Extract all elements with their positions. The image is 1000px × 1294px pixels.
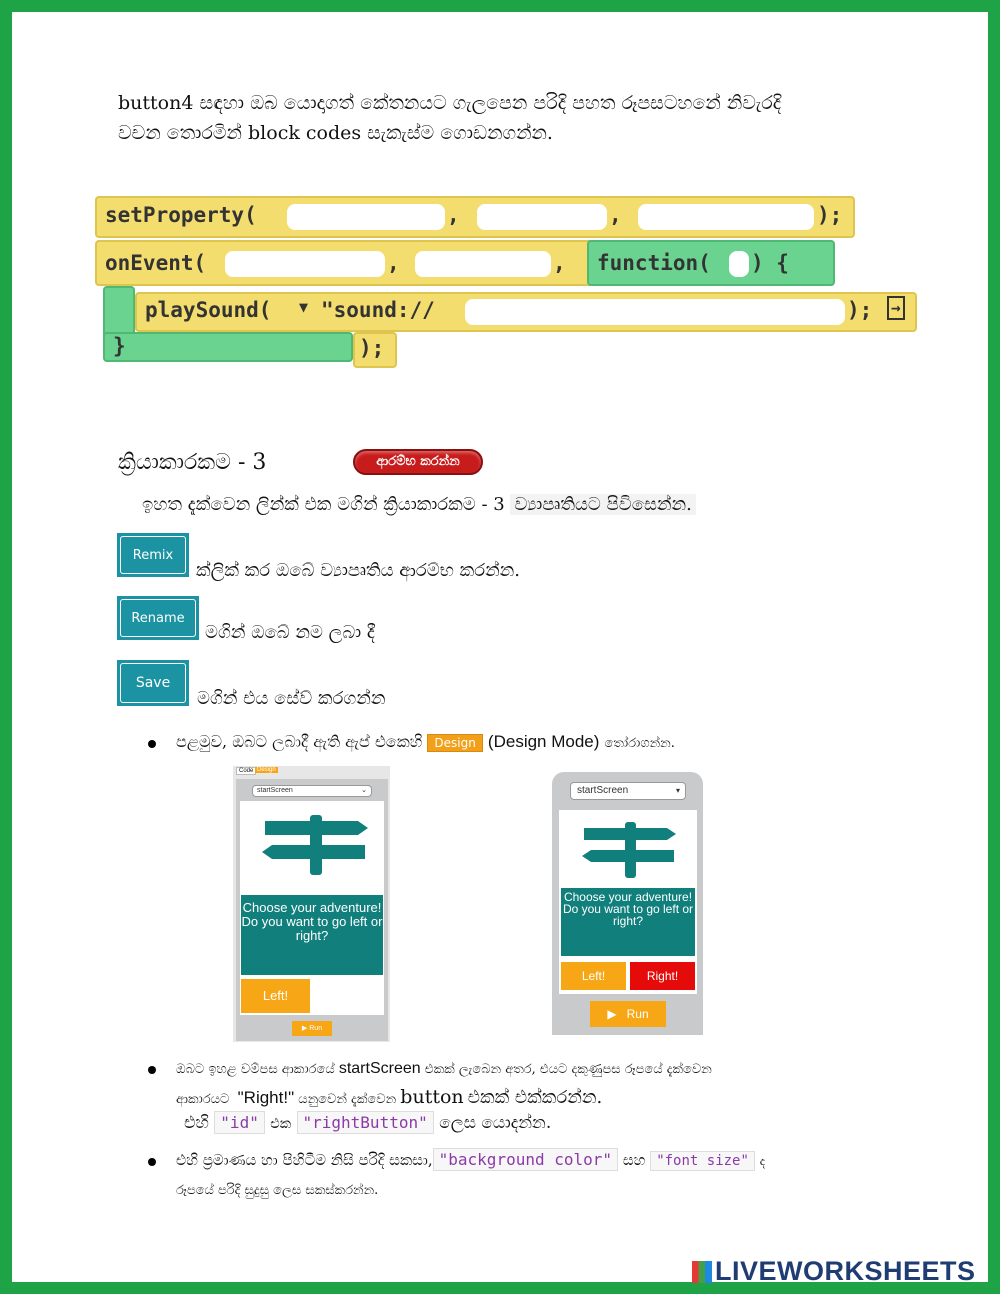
b2-line2-post: එකක් එක්කරන්න. [467, 1087, 603, 1108]
dropdown-arrow-icon: ▾ [675, 786, 680, 795]
signpost-icon [579, 822, 679, 878]
remix-text: ක්ලික් කර ඔබේ ව්‍යාපෘතිය ආරම්භ කරන්න. [196, 560, 521, 581]
run-button-left[interactable] [292, 1021, 332, 1036]
phone-left-body [236, 779, 388, 1041]
b1-pre: පළමුව, ඔබට ලබාදී ඇති ඇප් එකෙහි [176, 732, 423, 751]
onevent-keyword: onEvent( [105, 251, 207, 275]
bullet [148, 1066, 156, 1074]
instruction-tail: ව්‍යාපෘතියට පිවිසෙන්න. [510, 494, 695, 515]
phone-right [552, 772, 703, 1035]
tab-code[interactable]: Code [236, 767, 256, 775]
b1-post: තෝරාගන්න. [604, 736, 675, 751]
save-text: මගින් එය සේව් කරගන්න [197, 688, 386, 709]
dropdown-arrow-icon[interactable]: ▼ [299, 298, 309, 316]
screen-select-left[interactable] [252, 785, 372, 797]
setproperty-slot-2[interactable] [477, 204, 607, 230]
save-button[interactable] [117, 660, 189, 706]
play-icon: ▶ [607, 1007, 617, 1021]
screen-select-left-label: startScreen [257, 787, 293, 794]
block-code-area [95, 194, 920, 380]
run-button-right[interactable] [590, 1001, 666, 1027]
bullet-2-line-3 [184, 1113, 551, 1133]
rename-text: මගින් ඔබේ නම ලබා දී [205, 622, 375, 643]
right-button[interactable]: Right! [630, 962, 695, 990]
b3-tail: ද [759, 1154, 766, 1168]
message-label-right: Choose your adventure! Do you want to go left or right? [561, 888, 695, 956]
intro-text [118, 88, 878, 148]
right-text: "Right!" [237, 1088, 295, 1107]
bullet [148, 1158, 156, 1166]
onevent-input-2[interactable] [415, 251, 551, 277]
design-mode-text: (Design Mode) [487, 732, 600, 751]
remix-label: Remix [120, 536, 186, 574]
bullet-3-line-1 [176, 1150, 765, 1169]
onevent-input-1[interactable] [225, 251, 385, 277]
brand-text: LIVEWORKSHEETS [715, 1256, 976, 1286]
signpost-icon [260, 815, 370, 875]
comma: , [609, 203, 622, 227]
function-keyword: function( [597, 251, 711, 275]
remix-button[interactable] [117, 533, 189, 577]
play-icon: ▶ [301, 1025, 308, 1032]
intro-line-1: button4 සඳහා ඔබ යොදාගත් කේතනයට ගැලපෙන පරිදි පහත රූපසටහනේ නිවැරදි [118, 92, 782, 114]
screen-select-right-label: startScreen [577, 785, 629, 796]
bullet-2-line-1 [176, 1060, 712, 1078]
b2-line2-mid: යනුවෙන් දැක්වෙන [298, 1092, 397, 1107]
setproperty-input-1[interactable] [287, 204, 445, 230]
close-brace: } [113, 334, 126, 358]
left-button[interactable]: Left! [241, 979, 310, 1013]
playsound-keyword: playSound( [145, 298, 272, 322]
setproperty-input-3[interactable] [638, 204, 814, 230]
button-text: button [400, 1086, 464, 1108]
start-button[interactable]: ආරම්භ කරන්න [353, 449, 483, 475]
playsound-input[interactable] [465, 299, 845, 325]
b3-pre: එහි ප්‍රමාණය හා පිහිටීම නිසි පරිදි සකසා, [176, 1151, 433, 1169]
instruction-text: ඉහත දැක්වෙන ලින්ක් එක මගින් ක්‍රියාකාරකම - 3 [142, 494, 505, 515]
close-semicolon: ); [359, 336, 385, 360]
setproperty-keyword: setProperty( [105, 203, 257, 227]
bullet [148, 740, 156, 748]
run-label-left: Run [309, 1025, 323, 1032]
message-label-left: Choose your adventure! Do you want to go left or right? [241, 895, 383, 975]
tab-design[interactable]: Design [257, 767, 276, 773]
startscreen-text: startScreen [338, 1060, 421, 1077]
comma: , [447, 203, 460, 227]
bullet-3-line-2: රූපයේ පරිදි සුදුසු ලෙස සකස්කරන්න. [176, 1183, 379, 1198]
chevron-down-icon: ⌄ [361, 787, 367, 794]
id-chip: "id" [214, 1111, 265, 1134]
design-chip: Design [427, 734, 482, 752]
setproperty-input-2[interactable] [477, 204, 607, 230]
comma: , [387, 251, 400, 275]
bullet-1-text [176, 732, 675, 752]
phone-right-screen [559, 810, 697, 994]
activity-instruction [142, 494, 696, 515]
b2-line3-mid: එක [270, 1116, 292, 1132]
playsound-slot[interactable] [465, 299, 845, 325]
b2-line1-pre: ඔබට ඉහළ වම්පස ආකාරයේ [176, 1062, 335, 1077]
run-label-right: Run [626, 1007, 649, 1021]
bullet-2-line-2 [176, 1086, 602, 1108]
onevent-slot-2[interactable] [415, 251, 551, 277]
function-close-block [103, 332, 353, 362]
b3-and: සහ [622, 1151, 646, 1169]
sound-prefix: "sound:// [321, 298, 435, 322]
setproperty-slot-3[interactable] [638, 204, 814, 230]
logo-mark-icon [692, 1261, 712, 1283]
arrow-right-icon: → [887, 296, 905, 320]
setproperty-slot-1[interactable] [287, 204, 445, 230]
onevent-slot-1[interactable] [225, 251, 385, 277]
close-semicolon: ); [817, 203, 843, 227]
function-close: ) { [751, 251, 789, 275]
font-size-chip: "font size" [650, 1151, 755, 1171]
screen-select-right[interactable] [570, 782, 686, 800]
activity-heading: ක්‍රියාකාරකම - 3 [118, 450, 267, 475]
intro-line-2: වචන තොරමින් block codes සැකැස්ම ගොඩනගන්න. [118, 122, 553, 144]
save-label: Save [120, 663, 186, 703]
background-color-chip: "background color" [433, 1148, 618, 1171]
b2-line3-post: ලෙස යොදන්න. [439, 1113, 552, 1133]
close-semicolon: ); [847, 298, 873, 322]
b2-line3-pre: එහි [184, 1113, 209, 1133]
phone-left-screen [240, 801, 384, 1015]
comma: , [553, 251, 566, 275]
rename-label: Rename [120, 599, 196, 637]
function-param-input[interactable] [729, 251, 749, 277]
left-button-right-phone[interactable]: Left! [561, 962, 626, 990]
rightbutton-chip: "rightButton" [297, 1111, 434, 1134]
function-param-slot[interactable] [729, 251, 749, 277]
b2-line2-pre: ආකාරයට [176, 1092, 230, 1107]
b2-line1-post: එකක් ලැබෙන අතර, එයට දකුණුපස රූපයේ දැක්වෙන [424, 1062, 712, 1077]
liveworksheets-logo [692, 1256, 976, 1287]
phone-left [233, 766, 390, 1042]
rename-button[interactable] [117, 596, 199, 640]
